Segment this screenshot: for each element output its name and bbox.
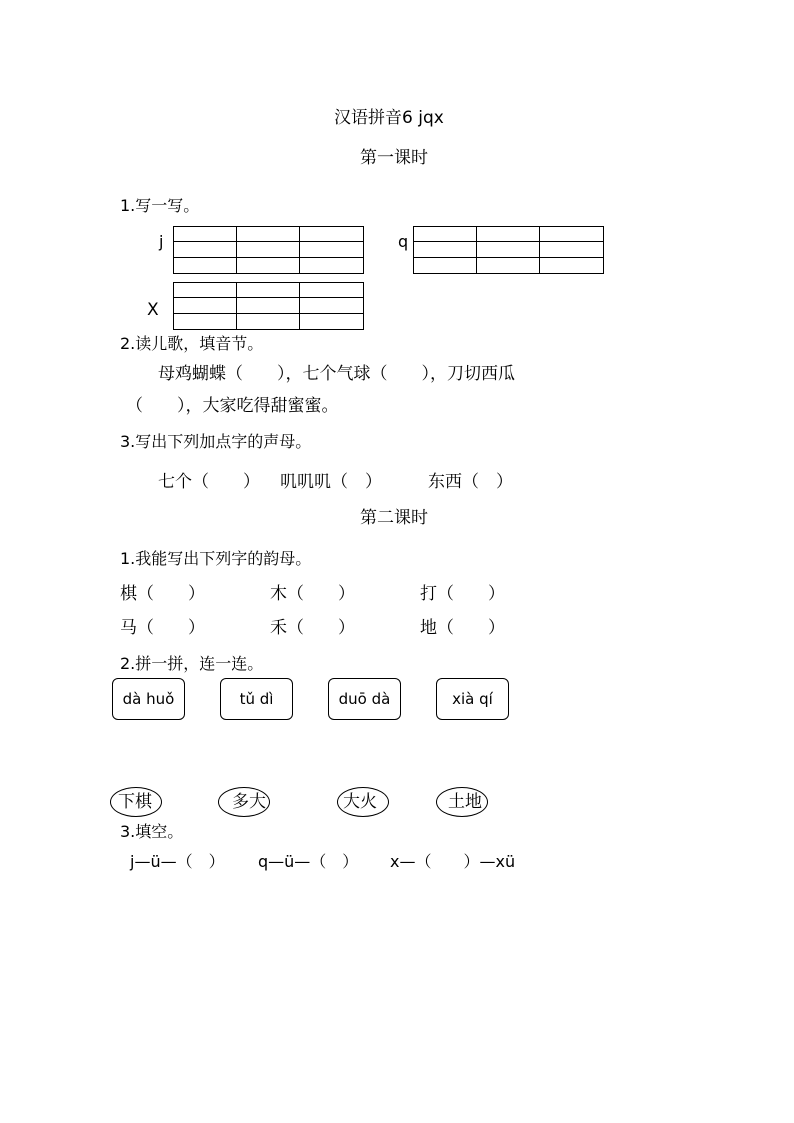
- writing-grid-q[interactable]: [413, 226, 604, 274]
- fill-item-1: j—ü—（ ）: [130, 852, 225, 871]
- pinyin-card-1[interactable]: dà huǒ: [112, 678, 185, 720]
- letter-x: X: [147, 300, 159, 320]
- lesson2-q3-label: 3.填空。: [120, 822, 184, 841]
- word-label-2: 多大: [232, 792, 266, 812]
- pinyin-card-4[interactable]: xià qí: [436, 678, 509, 720]
- fill-item-3: x—（ ）—xü: [390, 852, 516, 871]
- initial-item-3: 东西（ ）: [428, 472, 513, 492]
- lesson1-heading: 第一课时: [360, 148, 428, 168]
- fill-item-2: q—ü—（ ）: [258, 852, 359, 871]
- page-title: 汉语拼音6 jqx: [334, 108, 444, 128]
- word-label-1: 下棋: [118, 792, 152, 812]
- pinyin-card-3[interactable]: duō dà: [328, 678, 401, 720]
- initial-item-1: 七个（ ）: [158, 472, 260, 492]
- letter-j: j: [159, 232, 164, 251]
- final-item-3: 打（ ）: [420, 584, 505, 604]
- letter-q: q: [398, 232, 409, 251]
- initial-item-2: 叽叽叽（ ）: [280, 472, 382, 492]
- final-item-1: 棋（ ）: [120, 584, 205, 604]
- rhyme-line-2: （ ），大家吃得甜蜜蜜。: [126, 396, 339, 416]
- lesson1-q3-label: 3.写出下列加点字的声母。: [120, 432, 312, 451]
- lesson1-q1-label: 1.写一写。: [120, 196, 200, 215]
- lesson1-q2-label: 2.读儿歌，填音节。: [120, 334, 264, 353]
- final-item-2: 木（ ）: [270, 584, 355, 604]
- rhyme-line-1: 母鸡蝴蝶（ ），七个气球（ ），刀切西瓜: [158, 364, 515, 384]
- lesson2-q2-label: 2.拼一拼，连一连。: [120, 654, 264, 673]
- word-label-4: 土地: [448, 792, 482, 812]
- lesson2-heading: 第二课时: [360, 508, 428, 528]
- final-item-4: 马（ ）: [120, 618, 205, 638]
- word-label-3: 大火: [343, 792, 377, 812]
- writing-grid-j[interactable]: [173, 226, 364, 274]
- writing-grid-x[interactable]: [173, 282, 364, 330]
- final-item-5: 禾（ ）: [270, 618, 355, 638]
- pinyin-card-2[interactable]: tǔ dì: [220, 678, 293, 720]
- final-item-6: 地（ ）: [420, 618, 505, 638]
- lesson2-q1-label: 1.我能写出下列字的韵母。: [120, 549, 312, 568]
